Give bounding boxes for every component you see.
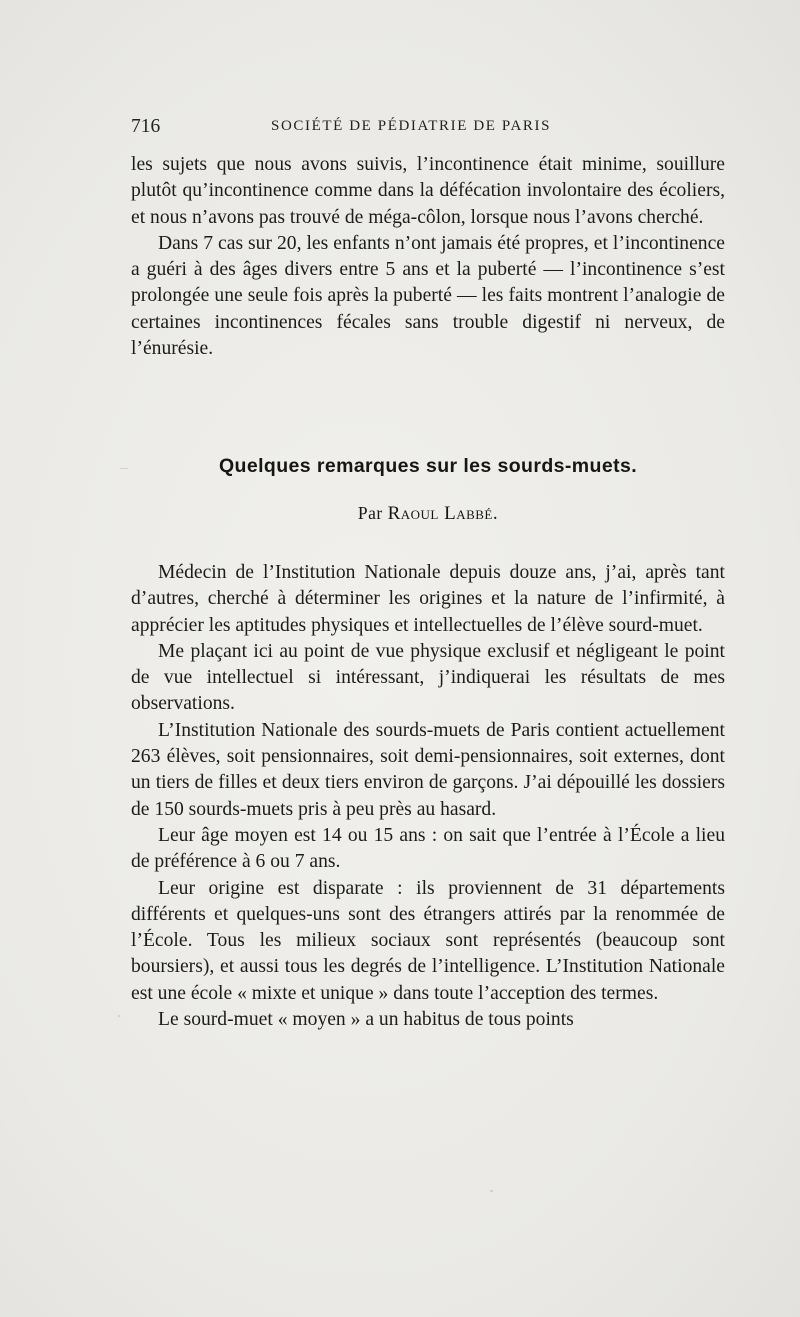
scan-speck [118, 1015, 120, 1017]
running-head [131, 116, 725, 142]
paragraph: les sujets que nous avons suivis, l’incontinence était minime, souillure plutôt qu’incontinence comme dans la défécation involontaire des écoliers, et nous n’avons pas trouvé de méga-côlon, lorsque nous l’avons cherché. [131, 154, 725, 228]
page-number: 716 [131, 116, 161, 137]
paragraph: Leur âge moyen est 14 ou 15 ans : on sait que l’entrée à l’École a lieu de préférence à 6 ou 7 ans. [131, 824, 725, 873]
byline-prefix: Par [357, 503, 383, 523]
previous-article-conclusion [131, 152, 725, 362]
article-byline [131, 503, 725, 525]
article-body [131, 560, 725, 1033]
paragraph: Me plaçant ici au point de vue physique exclusif et négligeant le point de vue intellectuel si intéressant, j’indiquerai les résultats de mes observations. [131, 640, 725, 715]
author-name: Raoul Labbé. [387, 503, 499, 524]
paragraph: Le sourd-muet « moyen » a un habitus de tous points [158, 1009, 574, 1031]
scan-speck [490, 1190, 493, 1192]
article-title: Quelques remarques sur les sourds-muets. [218, 455, 638, 477]
paragraph: Dans 7 cas sur 20, les enfants n’ont jamais été propres, et l’incontinence a guéri à des âges divers entre 5 ans et la puberté — l’incontinence s’est prolongée une seule fois après la puberté — les faits montrent l’analogie de certaines incontinences fécales sans trouble digestif ni nerveux, de l’énurésie. [131, 232, 725, 360]
paragraph: Leur origine est disparate : ils proviennent de 31 départements différents et quelques-uns sont des étrangers attirés par la renommée de l’École. Tous les milieux sociaux sont représentés (beaucoup sont boursiers), et aussi tous les degrés de l’intelligence. L’Institution Nationale est une école « mixte et unique » dans toute l’acception des termes. [131, 877, 725, 1004]
scan-speck [120, 468, 128, 469]
paragraph: L’Institution Nationale des sourds-muets de Paris contient actuellement 263 élèves, soit pensionnaires, soit demi-pensionnaires, soit externes, dont un tiers de filles et deux tiers environ de garçons. J’ai dépouillé les dossiers de 150 sourds-muets pris à peu près au hasard. [131, 719, 725, 820]
paragraph: Médecin de l’Institution Nationale depuis douze ans, j’ai, après tant d’autres, cherché à déterminer les origines et la nature de l’infirmité, à apprécier les aptitudes physiques et intellectuelles de l’élève sourd-muet. [131, 562, 725, 636]
journal-title: SOCIÉTÉ DE PÉDIATRIE DE PARIS [271, 118, 552, 134]
